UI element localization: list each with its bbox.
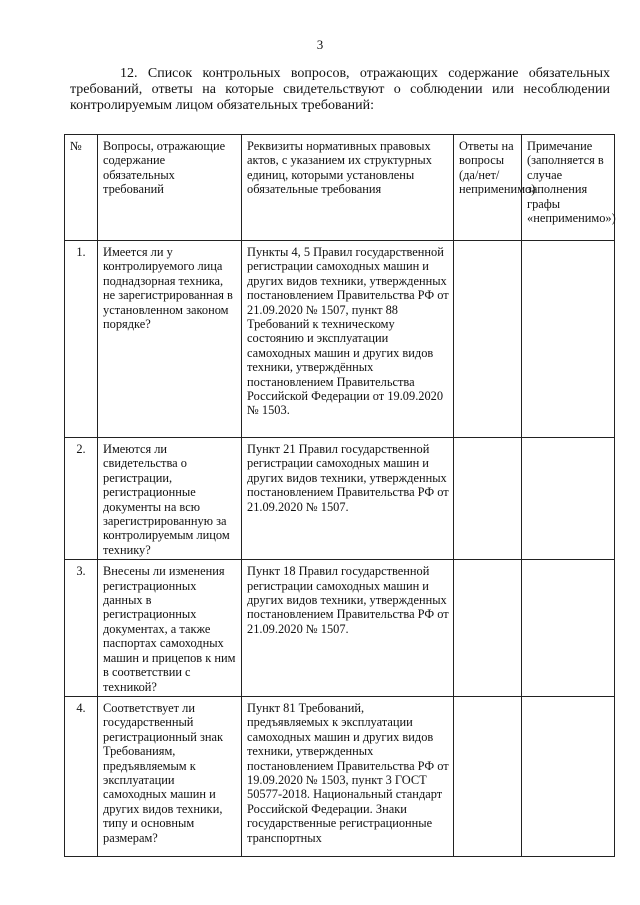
header-number: № [65,135,98,241]
row-question: Имеются ли свидетельства о регистрации, регистрационные документы на всю зарегистрированную за контролируемым лицом технику? [98,438,242,560]
row-number: 3. [65,560,98,697]
row-note-cell[interactable] [522,560,615,697]
table-row [65,696,615,856]
table-row [65,241,615,438]
row-answer-cell[interactable] [454,438,522,560]
header-notes: Примечание (заполняется в случае заполнения графы «неприменимо») [522,135,615,241]
row-question: Соответствует ли государственный регистрационный знак Требованиям, предъявляемым к эксплуатации самоходных машин и других видов техники, типу и основным размерам? [98,696,242,856]
page-number: 3 [316,37,324,52]
row-answer-cell[interactable] [454,241,522,438]
row-note-cell[interactable] [522,241,615,438]
row-question: Внесены ли изменения регистрационных данных в регистрационных документах, а также паспортах самоходных машин и прицепов к ним в соответствии с техникой? [98,560,242,697]
table-header-row [65,135,615,241]
row-note-cell[interactable] [522,696,615,856]
header-answers: Ответы на вопросы (да/нет/неприменимо) [454,135,522,241]
row-number: 2. [65,438,98,560]
row-note-cell[interactable] [522,438,615,560]
checklist-table [64,134,615,857]
table-row [65,438,615,560]
row-references: Пункт 81 Требований, предъявляемых к эксплуатации самоходных машин и других видов техники, утвержденных постановлением Правительства РФ от 19.09.2020 № 1503, пункт 3 ГОСТ 50577-2018. Национальный стандарт Российской Федерации. Знаки государственные регистрационные транспортных [242,696,454,856]
header-references: Реквизиты нормативных правовых актов, с указанием их структурных единиц, которыми установлены обязательные требования [242,135,454,241]
row-question: Имеется ли у контролируемого лица поднадзорная техника, не зарегистрированная в установленном законом порядке? [98,241,242,438]
row-references: Пункты 4, 5 Правил государственной регистрации самоходных машин и других видов техники, утвержденных постановлением Правительства РФ от 21.09.2020 № 1507, пункт 88 Требований к техническому состоянию и эксплуатации самоходных машин и других видов техники, утверждённых постановлением Правительства Российской Федерации от 19.09.2020 № 1503. [242,241,454,438]
row-references: Пункт 18 Правил государственной регистрации самоходных машин и других видов техники, утвержденных постановлением Правительства РФ от 21.09.2020 № 1507. [242,560,454,697]
row-answer-cell[interactable] [454,560,522,697]
row-references: Пункт 21 Правил государственной регистрации самоходных машин и других видов техники, утвержденных постановлением Правительства РФ от 21.09.2020 № 1507. [242,438,454,560]
table-row [65,560,615,697]
header-question: Вопросы, отражающие содержание обязательных требований [98,135,242,241]
section-heading: 12. Список контрольных вопросов, отражающих содержание обязательных требований, ответы на которые свидетельствуют о соблюдении или несоблюдении контролируемым лицом обязательных требований: [70,66,610,113]
row-number: 1. [65,241,98,438]
row-number: 4. [65,696,98,856]
row-answer-cell[interactable] [454,696,522,856]
